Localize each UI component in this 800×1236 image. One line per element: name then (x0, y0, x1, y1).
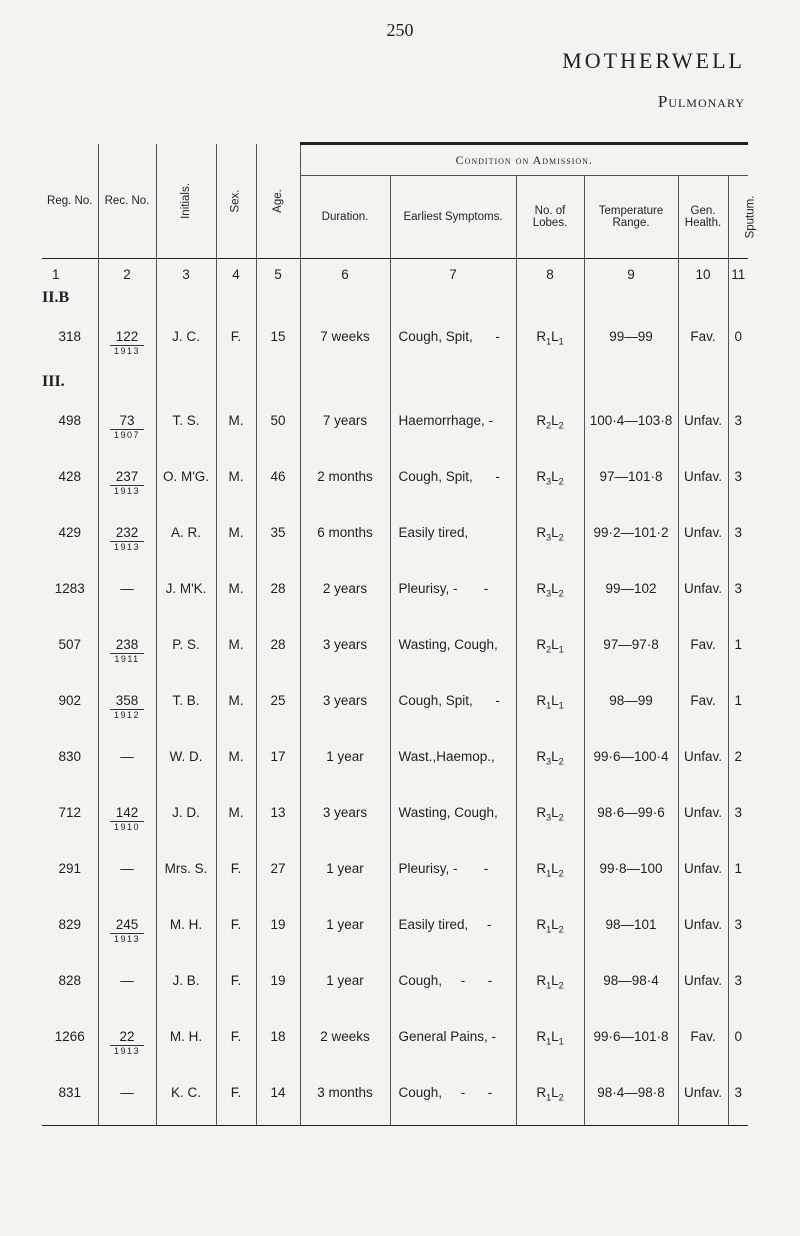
rec-year: 1913 (110, 933, 144, 944)
duration-cell: 7 years (300, 401, 390, 457)
sputum-cell: 1 (728, 849, 748, 905)
empty-cell (516, 289, 584, 317)
empty-cell (300, 289, 390, 317)
empty-cell (516, 373, 584, 401)
table-row (42, 961, 748, 1017)
symptoms-cell: Cough, Spit, - (390, 457, 516, 513)
running-title: MOTHERWELL (562, 48, 745, 73)
empty-cell (216, 289, 256, 317)
lobes-cell: $R_3L_2$ (516, 793, 584, 849)
duration-cell: 3 years (300, 793, 390, 849)
lobes-cell: $R_3L_2$ (516, 737, 584, 793)
sputum-cell: 1 (728, 625, 748, 681)
reg-no-cell: 831 (42, 1073, 98, 1125)
pulmonary-cases-table (42, 142, 756, 1126)
age-cell: 17 (256, 737, 300, 793)
rec-year: 1912 (110, 709, 144, 720)
rec-number: 232 (115, 525, 139, 540)
age-cell: 50 (256, 401, 300, 457)
sputum-cell: 3 (728, 457, 748, 513)
initials-cell: J. M'K. (156, 569, 216, 625)
header-rec-no: Rec. No. (98, 144, 156, 259)
duration-cell: 2 years (300, 569, 390, 625)
duration-cell: 6 months (300, 513, 390, 569)
rec-no-cell (98, 793, 156, 849)
reg-no-cell: 318 (58, 329, 82, 344)
empty-cell (584, 289, 678, 317)
lobes-cell: $R_1L_2$ (516, 849, 584, 905)
sex-cell: F. (216, 905, 256, 961)
symptoms-cell: Wast.,Haemop., (390, 737, 516, 793)
sputum-cell: 3 (728, 961, 748, 1017)
sputum-cell: 0 (728, 1017, 748, 1073)
rec-no-cell (98, 569, 156, 625)
lobes-cell: $R_1L_1$ (516, 681, 584, 737)
sex-cell: M. (216, 681, 256, 737)
reg-no-cell: 428 (58, 469, 82, 484)
empty-cell (98, 373, 156, 401)
duration-cell: 2 months (300, 457, 390, 513)
empty-cell (390, 289, 516, 317)
reg-no-cell: 498 (58, 413, 82, 428)
pulmonary-table-wrap (42, 142, 756, 1126)
rec-number: — (120, 861, 134, 876)
age-cell: 14 (256, 1073, 300, 1125)
lobes-cell: $R_1L_2$ (516, 961, 584, 1017)
sputum-cell: 1 (728, 681, 748, 737)
column-number: 11 (728, 259, 748, 290)
reg-no-cell: 829 (58, 917, 82, 932)
age-cell: 28 (256, 625, 300, 681)
table-row (42, 681, 748, 737)
table-row (42, 513, 748, 569)
temperature-cell: 99·8—100 (584, 849, 678, 905)
table-row (42, 849, 748, 905)
duration-cell: 1 year (300, 905, 390, 961)
sex-cell: F. (216, 1073, 256, 1125)
temperature-cell: 97—97·8 (584, 625, 678, 681)
rec-number: 238 (115, 637, 139, 652)
rec-number: 122 (115, 329, 139, 344)
reg-no-cell: 830 (58, 749, 82, 764)
symptoms-cell: General Pains, - (390, 1017, 516, 1073)
reg-no-cell: 507 (58, 637, 82, 652)
rec-year: 1913 (110, 541, 144, 552)
initials-cell: Mrs. S. (156, 849, 216, 905)
duration-cell: 1 year (300, 961, 390, 1017)
symptoms-cell: Haemorrhage, - (390, 401, 516, 457)
sex-cell: F. (216, 849, 256, 905)
symptoms-cell: Cough, - - (390, 961, 516, 1017)
initials-cell: J. D. (156, 793, 216, 849)
temperature-cell: 97—101·8 (584, 457, 678, 513)
empty-cell (156, 289, 216, 317)
header-earliest-symptoms: Earliest Symptoms. (390, 176, 516, 259)
header-sputum: Sputum. (728, 176, 748, 259)
rec-year: 1907 (110, 429, 144, 440)
empty-cell (584, 373, 678, 401)
temperature-cell: 100·4—103·8 (584, 401, 678, 457)
table-row (42, 401, 748, 457)
lobes-cell: $R_1L_2$ (516, 1073, 584, 1125)
section-label: II.B (42, 289, 70, 306)
empty-cell (678, 289, 728, 317)
header-initials: Initials. (156, 144, 216, 259)
table-row (42, 317, 748, 373)
column-number: 7 (390, 259, 516, 290)
lobes-cell: $R_1L_2$ (516, 905, 584, 961)
age-cell: 13 (256, 793, 300, 849)
temperature-cell: 99—102 (584, 569, 678, 625)
health-cell: Fav. (678, 317, 728, 373)
duration-cell: 1 year (300, 849, 390, 905)
rec-year: 1911 (110, 653, 144, 664)
health-cell: Fav. (678, 681, 728, 737)
column-number: 10 (678, 259, 728, 290)
lobes-cell: $R_2L_2$ (516, 401, 584, 457)
symptoms-cell: Wasting, Cough, (390, 625, 516, 681)
initials-cell: A. R. (156, 513, 216, 569)
rec-no-cell (98, 737, 156, 793)
rec-number: 73 (119, 413, 135, 428)
sex-cell: F. (216, 317, 256, 373)
rec-year: 1913 (110, 485, 144, 496)
duration-cell: 3 months (300, 1073, 390, 1125)
initials-cell: P. S. (156, 625, 216, 681)
initials-cell: J. C. (156, 317, 216, 373)
rec-number: — (120, 581, 134, 596)
health-cell: Unfav. (678, 457, 728, 513)
sputum-cell: 3 (728, 569, 748, 625)
rec-no-cell (98, 1017, 156, 1073)
rec-year: 1910 (110, 821, 144, 832)
rec-number: 245 (115, 917, 139, 932)
age-cell: 19 (256, 905, 300, 961)
sex-cell: M. (216, 625, 256, 681)
health-cell: Unfav. (678, 961, 728, 1017)
reg-no-cell: 1283 (54, 581, 85, 596)
header-condition-on-admission: Condition on Admission. (300, 144, 748, 176)
symptoms-cell: Easily tired, - (390, 905, 516, 961)
health-cell: Unfav. (678, 401, 728, 457)
column-number: 4 (216, 259, 256, 290)
sputum-cell: 0 (728, 317, 748, 373)
sputum-cell: 3 (728, 513, 748, 569)
initials-cell: W. D. (156, 737, 216, 793)
table-row (42, 457, 748, 513)
temperature-cell: 98—98·4 (584, 961, 678, 1017)
rec-no-cell (98, 625, 156, 681)
lobes-cell: $R_3L_2$ (516, 569, 584, 625)
empty-cell (728, 289, 748, 317)
lobes-cell: $R_1L_1$ (516, 1017, 584, 1073)
age-cell: 27 (256, 849, 300, 905)
table-row (42, 737, 748, 793)
section-label-row (42, 373, 748, 401)
initials-cell: T. S. (156, 401, 216, 457)
table-row (42, 569, 748, 625)
empty-cell (156, 373, 216, 401)
health-cell: Unfav. (678, 1073, 728, 1125)
table-row (42, 1017, 748, 1073)
empty-cell (678, 373, 728, 401)
symptoms-cell: Cough, Spit, - (390, 317, 516, 373)
temperature-cell: 98·4—98·8 (584, 1073, 678, 1125)
sputum-cell: 3 (728, 793, 748, 849)
reg-no-cell: 712 (58, 805, 82, 820)
initials-cell: M. H. (156, 1017, 216, 1073)
health-cell: Unfav. (678, 513, 728, 569)
sex-cell: M. (216, 513, 256, 569)
empty-cell (300, 373, 390, 401)
age-cell: 46 (256, 457, 300, 513)
empty-cell (728, 373, 748, 401)
age-cell: 35 (256, 513, 300, 569)
age-cell: 25 (256, 681, 300, 737)
rec-number: 237 (115, 469, 139, 484)
health-cell: Unfav. (678, 737, 728, 793)
table-row (42, 1073, 748, 1125)
health-cell: Unfav. (678, 849, 728, 905)
rec-number: — (120, 1085, 134, 1100)
initials-cell: K. C. (156, 1073, 216, 1125)
symptoms-cell: Cough, - - (390, 1073, 516, 1125)
reg-no-cell: 902 (58, 693, 82, 708)
sputum-cell: 2 (728, 737, 748, 793)
temperature-cell: 99·6—100·4 (584, 737, 678, 793)
lobes-cell: $R_1L_1$ (516, 317, 584, 373)
section-label: III. (42, 373, 65, 390)
empty-cell (216, 373, 256, 401)
sputum-cell: 3 (728, 1073, 748, 1125)
reg-no-cell: 429 (58, 525, 82, 540)
section-title: Pulmonary (657, 92, 745, 111)
health-cell: Unfav. (678, 905, 728, 961)
lobes-cell: $R_3L_2$ (516, 457, 584, 513)
symptoms-cell: Pleurisy, - - (390, 849, 516, 905)
table-body (42, 289, 748, 1125)
age-cell: 19 (256, 961, 300, 1017)
initials-cell: M. H. (156, 905, 216, 961)
table-row (42, 625, 748, 681)
health-cell: Unfav. (678, 793, 728, 849)
section-label-row (42, 289, 748, 317)
duration-cell: 2 weeks (300, 1017, 390, 1073)
rec-no-cell (98, 961, 156, 1017)
rec-no-cell (98, 1073, 156, 1125)
header-temperature-range: Temperature Range. (584, 176, 678, 259)
health-cell: Unfav. (678, 569, 728, 625)
rec-no-cell (98, 681, 156, 737)
rec-number: 142 (115, 805, 139, 820)
rec-no-cell (98, 401, 156, 457)
rec-number: — (120, 973, 134, 988)
initials-cell: T. B. (156, 681, 216, 737)
symptoms-cell: Pleurisy, - - (390, 569, 516, 625)
rec-number: 358 (115, 693, 139, 708)
header-lobes: No. of Lobes. (516, 176, 584, 259)
rec-no-cell (98, 317, 156, 373)
column-number: 6 (300, 259, 390, 290)
empty-cell (390, 373, 516, 401)
sex-cell: F. (216, 1017, 256, 1073)
rec-number: — (120, 749, 134, 764)
table-row (42, 793, 748, 849)
age-cell: 15 (256, 317, 300, 373)
sex-cell: M. (216, 737, 256, 793)
rec-year: 1913 (110, 1045, 144, 1056)
header-reg-no: Reg. No. (47, 194, 93, 207)
column-number-row (42, 259, 748, 290)
column-number: 1 (42, 259, 98, 290)
initials-cell: O. M'G. (156, 457, 216, 513)
rec-year: 1913 (110, 345, 144, 356)
rec-no-cell (98, 849, 156, 905)
empty-cell (98, 289, 156, 317)
sex-cell: F. (216, 961, 256, 1017)
temperature-cell: 99·6—101·8 (584, 1017, 678, 1073)
duration-cell: 7 weeks (300, 317, 390, 373)
sputum-cell: 3 (728, 905, 748, 961)
rec-no-cell (98, 905, 156, 961)
rec-number: 22 (119, 1029, 135, 1044)
reg-no-cell: 828 (58, 973, 82, 988)
reg-no-cell: 1266 (54, 1029, 85, 1044)
duration-cell: 1 year (300, 737, 390, 793)
symptoms-cell: Cough, Spit, - (390, 681, 516, 737)
header-sex: Sex. (216, 144, 256, 259)
temperature-cell: 99·2—101·2 (584, 513, 678, 569)
header-group-row (42, 144, 748, 176)
age-cell: 18 (256, 1017, 300, 1073)
temperature-cell: 98·6—99·6 (584, 793, 678, 849)
column-number: 9 (584, 259, 678, 290)
sex-cell: M. (216, 793, 256, 849)
column-number: 8 (516, 259, 584, 290)
age-cell: 28 (256, 569, 300, 625)
reg-no-cell: 291 (58, 861, 82, 876)
empty-cell (256, 373, 300, 401)
rec-no-cell (98, 513, 156, 569)
header-age: Age. (256, 144, 300, 259)
column-number: 3 (156, 259, 216, 290)
duration-cell: 3 years (300, 681, 390, 737)
sex-cell: M. (216, 569, 256, 625)
lobes-cell: $R_3L_2$ (516, 513, 584, 569)
table-row (42, 905, 748, 961)
symptoms-cell: Easily tired, (390, 513, 516, 569)
temperature-cell: 99—99 (584, 317, 678, 373)
symptoms-cell: Wasting, Cough, (390, 793, 516, 849)
page-number: 250 (386, 20, 414, 40)
initials-cell: J. B. (156, 961, 216, 1017)
temperature-cell: 98—99 (584, 681, 678, 737)
header-duration: Duration. (300, 176, 390, 259)
column-number: 2 (98, 259, 156, 290)
sputum-cell: 3 (728, 401, 748, 457)
temperature-cell: 98—101 (584, 905, 678, 961)
health-cell: Fav. (678, 1017, 728, 1073)
sex-cell: M. (216, 457, 256, 513)
duration-cell: 3 years (300, 625, 390, 681)
column-number: 5 (256, 259, 300, 290)
sex-cell: M. (216, 401, 256, 457)
lobes-cell: $R_2L_1$ (516, 625, 584, 681)
header-general-health: Gen. Health. (678, 176, 728, 259)
empty-cell (256, 289, 300, 317)
rec-no-cell (98, 457, 156, 513)
health-cell: Fav. (678, 625, 728, 681)
